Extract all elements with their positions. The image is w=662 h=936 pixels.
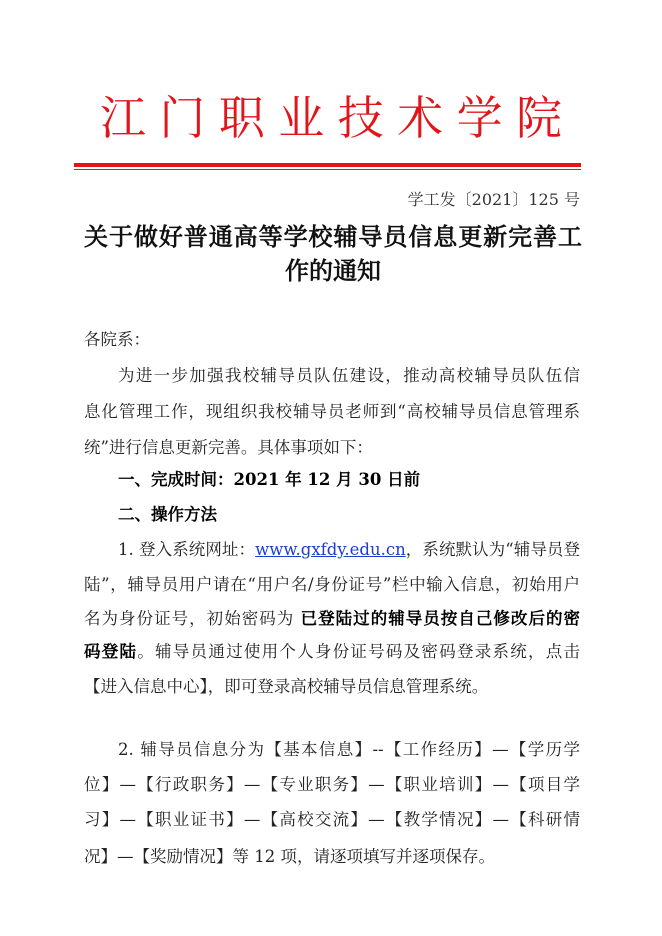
step1-line: 【进入信息中心】，即可登录高校辅导员信息管理系统。 — [84, 677, 489, 696]
paragraph-line: 息化管理工作，现组织我校辅导员老师到“高校辅导员信息管理系 — [84, 402, 580, 421]
salutation: 各院系： — [84, 330, 150, 349]
header-rule-thick — [74, 163, 581, 167]
paragraph-line: 统”进行信息更新完善。具体事项如下： — [84, 438, 373, 457]
header-rule-thin — [74, 169, 581, 170]
notice-title-line2: 作的通知 — [285, 256, 381, 285]
step1-line — [118, 538, 580, 562]
step2-line: 位】—【行政职务】—【专业职务】—【职业培训】—【项目学 — [84, 775, 580, 794]
step1-line — [84, 640, 580, 664]
section-heading-method: 二、操作方法 — [118, 505, 217, 524]
step1-line — [84, 607, 580, 631]
document-number: 学工发〔2021〕125 号 — [407, 190, 580, 209]
step2-line: 习】—【职业证书】—【高校交流】—【教学情况】—【科研情 — [84, 810, 580, 829]
text: 名为身份证号，初始密码为 — [84, 609, 301, 628]
text: 。辅导员通过使用个人身份证号码及密码登录系统，点击 — [137, 642, 581, 661]
paragraph-line: 为进一步加强我校辅导员队伍建设，推动高校辅导员队伍信 — [118, 366, 580, 385]
org-name-header: 江门职业技术学院 — [100, 91, 562, 145]
text: 1. 登入系统网址： — [118, 540, 256, 559]
step2-line: 2. 辅导员信息分为【基本信息】--【工作经历】—【学历学 — [118, 740, 580, 759]
section-heading-time: 一、完成时间：2021 年 12 月 30 日前 — [118, 470, 421, 489]
bold-text: 已登陆过的辅导员按自己修改后的密 — [300, 609, 580, 628]
step1-line: 陆”，辅导员用户请在“用户名/身份证号”栏中输入信息，初始用户 — [84, 575, 580, 594]
text: ，系统默认为“辅导员登 — [405, 540, 580, 559]
notice-title-line1: 关于做好普通高等学校辅导员信息更新完善工 — [84, 222, 582, 251]
bold-text: 码登陆 — [84, 642, 138, 661]
step2-line: 况】—【奖励情况】等 12 项，请逐项填写并逐项保存。 — [84, 847, 495, 866]
system-url-link[interactable]: www.gxfdy.edu.cn — [255, 540, 406, 559]
